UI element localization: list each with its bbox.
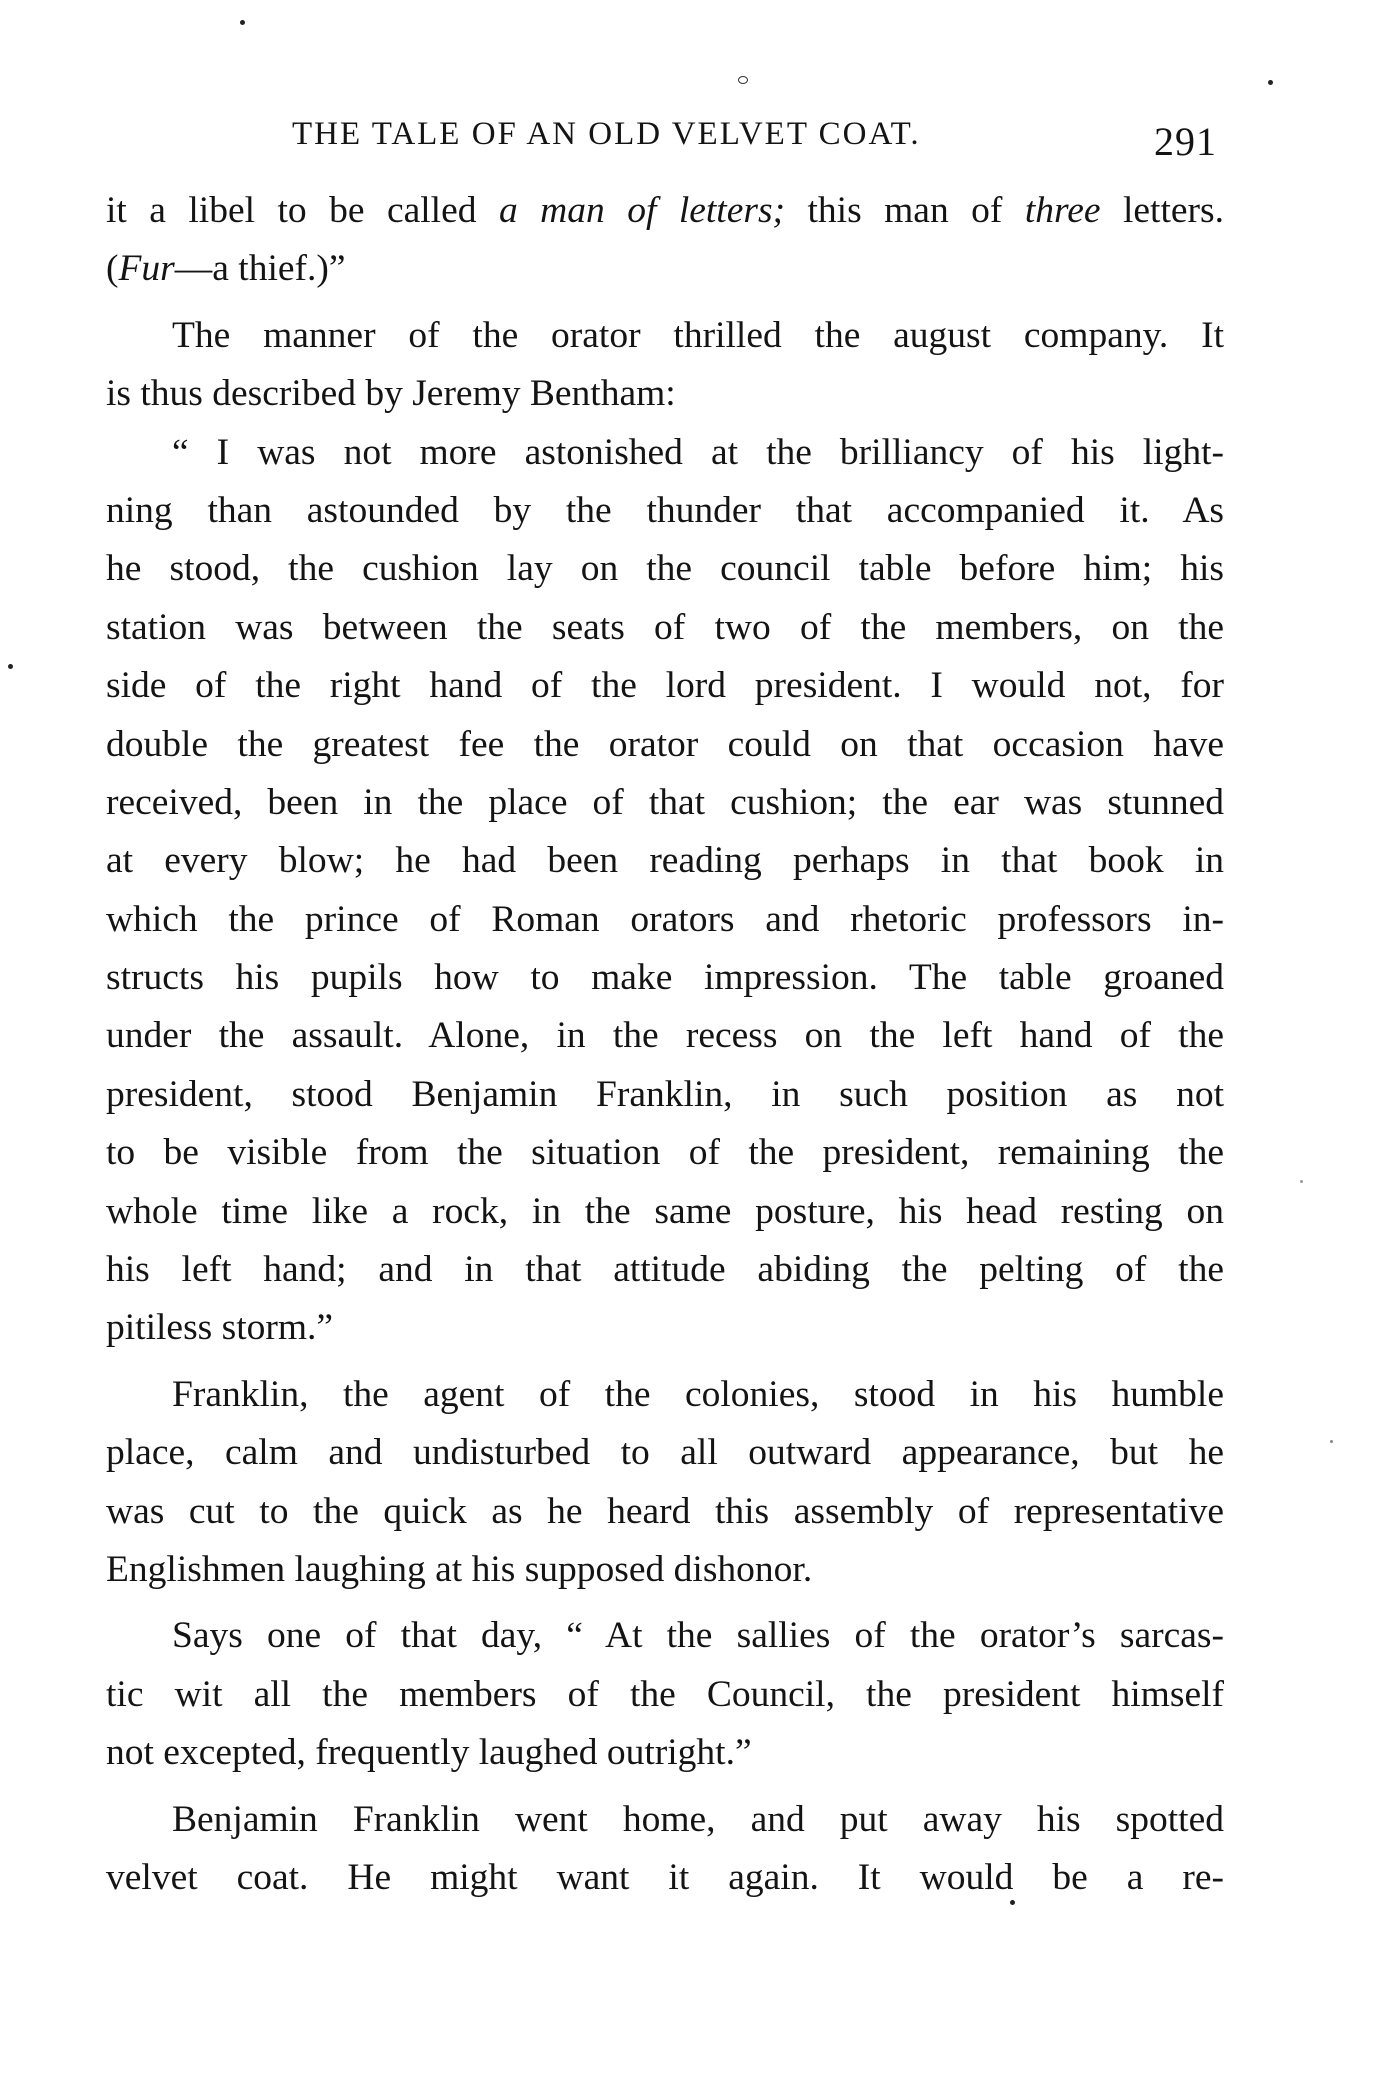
- scan-speck: [738, 76, 748, 84]
- text-line: “ I was not more astonished at the brilliancy of his light-: [172, 431, 1224, 473]
- paragraph-3: [106, 424, 1224, 1358]
- text-line: is thus described by Jeremy Bentham:: [106, 373, 676, 415]
- text-line: to be visible from the situation of the president, remaining the: [106, 1132, 1224, 1174]
- text-line: was cut to the quick as he heard this assembly of representative: [106, 1490, 1224, 1532]
- scan-speck: [1330, 1440, 1333, 1443]
- text-line: double the greatest fee the orator could on that occasion have: [106, 723, 1224, 765]
- scan-speck: [1268, 80, 1273, 85]
- text-line: pitiless storm.”: [106, 1307, 334, 1349]
- text-line: structs his pupils how to make impression. The table groaned: [106, 957, 1224, 999]
- text-line: under the assault. Alone, in the recess on the left hand of the: [106, 1015, 1224, 1057]
- text-line: side of the right hand of the lord president. I would not, for: [106, 665, 1224, 707]
- text-line: velvet coat. He might want it again. It would be a re-: [106, 1856, 1224, 1898]
- text-line: not excepted, frequently laughed outright.”: [106, 1732, 752, 1774]
- scan-speck: [8, 664, 13, 669]
- text-line: Englishmen laughing at his supposed dishonor.: [106, 1548, 813, 1590]
- text-line: Says one of that day, “ At the sallies of the orator’s sarcas-: [172, 1615, 1224, 1657]
- paragraph-1: [106, 182, 1224, 299]
- text-line: The manner of the orator thrilled the august company. It: [172, 314, 1224, 356]
- page-number: 291: [1154, 119, 1217, 164]
- text-line: tic wit all the members of the Council, the president himself: [106, 1673, 1224, 1715]
- text-line: place, calm and undisturbed to all outward appearance, but he: [106, 1432, 1224, 1474]
- scan-speck: [1300, 1180, 1303, 1183]
- text-line: ning than astounded by the thunder that accompanied it. As: [106, 489, 1224, 531]
- paragraph-2: [106, 307, 1224, 424]
- paragraph-5: [106, 1607, 1224, 1782]
- text-line: president, stood Benjamin Franklin, in such position as not: [106, 1073, 1224, 1115]
- text-line: (Fur—a thief.)”: [106, 248, 346, 290]
- scan-speck: [1010, 1900, 1015, 1905]
- text-line: whole time like a rock, in the same posture, his head resting on: [106, 1190, 1224, 1232]
- paragraph-6: [106, 1791, 1224, 1908]
- text-line: it a libel to be called a man of letters; this man of three letters.: [106, 190, 1224, 231]
- text-line: his left hand; and in that attitude abiding the pelting of the: [106, 1249, 1224, 1291]
- text-line: Franklin, the agent of the colonies, stood in his humble: [172, 1373, 1224, 1415]
- text-line: station was between the seats of two of the members, on the: [106, 606, 1224, 648]
- paragraph-4: [106, 1366, 1224, 1600]
- scan-speck: [240, 20, 245, 25]
- text-line: Benjamin Franklin went home, and put away his spotted: [172, 1798, 1224, 1840]
- running-title: THE TALE OF AN OLD VELVET COAT.: [292, 116, 921, 152]
- text-line: he stood, the cushion lay on the council table before him; his: [106, 548, 1224, 590]
- text-line: which the prince of Roman orators and rhetoric professors in-: [106, 898, 1224, 940]
- text-line: at every blow; he had been reading perhaps in that book in: [106, 840, 1224, 882]
- text-line: received, been in the place of that cushion; the ear was stunned: [106, 781, 1224, 823]
- body-text: [106, 182, 1224, 1907]
- running-head: [106, 104, 1224, 164]
